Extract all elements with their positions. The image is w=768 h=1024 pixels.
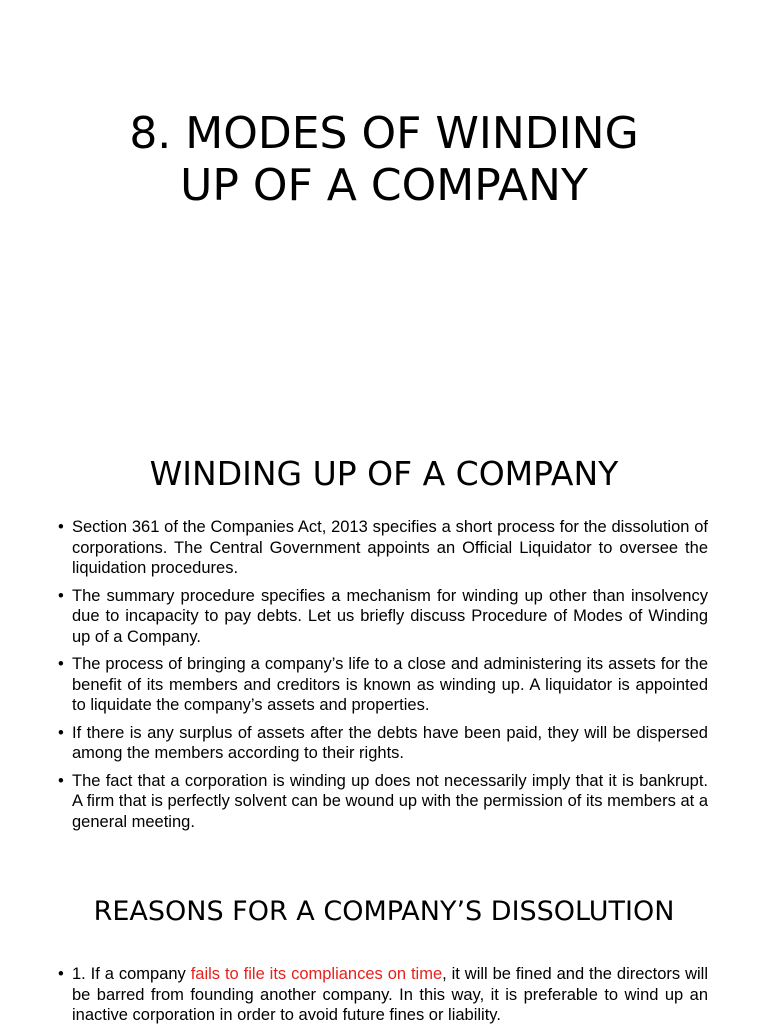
- main-title-line-1: 8. MODES OF WINDING: [129, 108, 639, 159]
- bullet-text: [72, 965, 708, 1024]
- list-item: [58, 517, 708, 579]
- bullet-text: The process of bringing a company’s life to a close and administering its assets for the benefit of its members and creditors is known as winding up. A liquidator is appointed to liquidate the company’s assets and properties.: [72, 655, 708, 714]
- main-title-line-2: UP OF A COMPANY: [180, 160, 588, 211]
- bullet-icon: •: [58, 771, 64, 790]
- bullet-text: Section 361 of the Companies Act, 2013 specifies a short process for the dissolution of corporations. The Central Government appoints an Official Liquidator to oversee the liquidation procedures.: [72, 518, 708, 577]
- slide-reasons-dissolution: [0, 864, 768, 1024]
- bullet-text: The summary procedure specifies a mechanism for winding up other than insolvency due to incapacity to pay debts. Let us briefly discuss Procedure of Modes of Winding up of a Company.: [72, 586, 708, 646]
- bullet-list: [58, 964, 708, 1024]
- list-item: [58, 723, 708, 764]
- list-item: [58, 771, 708, 833]
- bullet-list: [58, 517, 708, 839]
- bullet-icon: •: [58, 586, 64, 605]
- bullet-icon: •: [58, 965, 64, 983]
- slide-heading: WINDING UP OF A COMPANY: [149, 454, 619, 493]
- bullet-icon: •: [58, 518, 64, 536]
- slide-heading: REASONS FOR A COMPANY’S DISSOLUTION: [93, 896, 675, 927]
- bullet-text-prefix: 1. If a company: [72, 965, 191, 983]
- bullet-icon: •: [58, 655, 64, 673]
- list-item: [58, 654, 708, 716]
- list-item: [58, 964, 708, 1024]
- highlighted-text: fails to file its compliances on time: [190, 965, 443, 983]
- slide-winding-up: [0, 432, 768, 864]
- bullet-icon: •: [58, 723, 64, 742]
- main-title: [40, 108, 728, 212]
- bullet-text: The fact that a corporation is winding up does not necessarily imply that it is bankrupt. A firm that is perfectly solvent can be wound up with the permission of its members at a general meeting.: [72, 771, 708, 831]
- bullet-text: If there is any surplus of assets after the debts have been paid, they will be dispersed among the members according to their rights.: [72, 723, 708, 762]
- bullet-text-suffix: , it will be fined and the directors will be barred from founding another company. In this way, it is preferable to wind up an inactive corporation in order to avoid future fines or liability.: [72, 965, 708, 1024]
- slide-title: [0, 0, 768, 432]
- list-item: [58, 586, 708, 648]
